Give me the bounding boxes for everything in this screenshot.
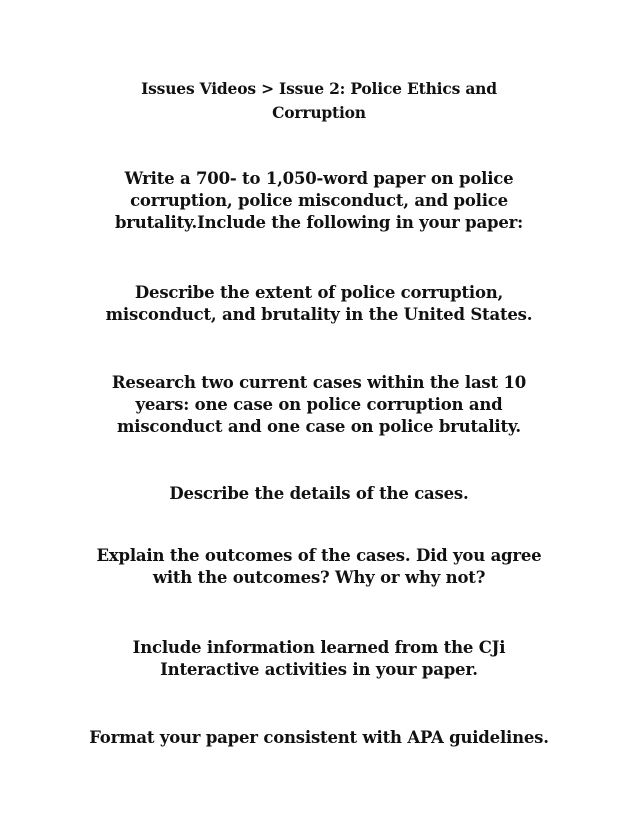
paragraph-line: years: one case on police corruption and: [135, 395, 503, 414]
paragraph-line: Describe the details of the cases.: [169, 484, 469, 503]
title-line: Corruption: [272, 103, 366, 122]
paragraph-line: misconduct, and brutality in the United States.: [105, 305, 533, 324]
paragraph-line: Interactive activities in your paper.: [160, 660, 478, 679]
paragraph-line: brutality.Include the following in your paper:: [114, 213, 524, 232]
paragraph-outcomes: [0, 545, 638, 589]
paragraph-research: [0, 372, 638, 438]
paragraph-line: Explain the outcomes of the cases. Did you agree: [96, 546, 542, 565]
paragraph-apa: [0, 727, 638, 749]
paragraph-assignment: [0, 168, 638, 234]
paragraph-line: misconduct and one case on police brutality.: [117, 417, 521, 436]
paragraph-cji: [0, 637, 638, 681]
paragraph-line: Include information learned from the CJi: [132, 638, 506, 657]
paragraph-line: with the outcomes? Why or why not?: [152, 568, 486, 587]
paragraph-line: corruption, police misconduct, and police: [130, 191, 508, 210]
document-title: [0, 77, 638, 125]
paragraph-line: Write a 700- to 1,050-word paper on police: [124, 169, 514, 188]
paragraph-line: Describe the extent of police corruption,: [134, 283, 504, 302]
paragraph-line: Format your paper consistent with APA guidelines.: [89, 728, 549, 747]
paragraph-line: Research two current cases within the last 10: [111, 373, 527, 392]
paragraph-extent: [0, 282, 638, 326]
paragraph-details: [0, 483, 638, 505]
title-line: Issues Videos > Issue 2: Police Ethics and: [141, 79, 497, 98]
